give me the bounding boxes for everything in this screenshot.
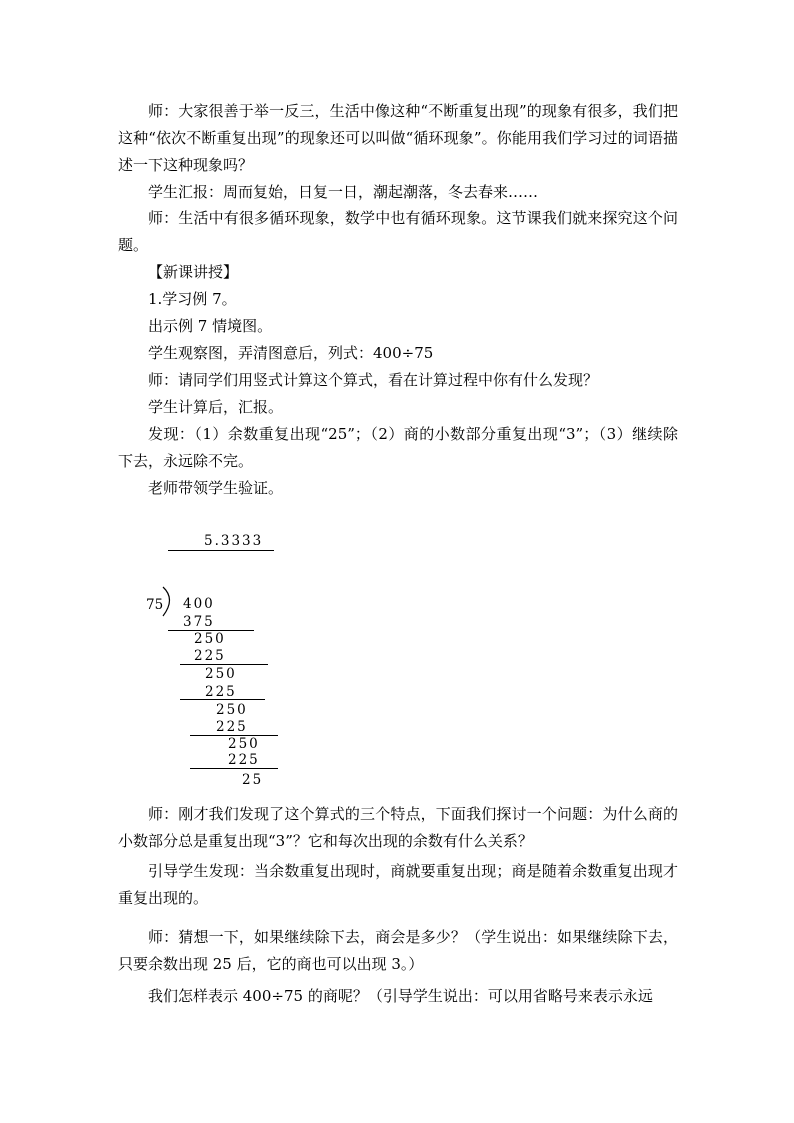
division-step-line-1	[168, 630, 254, 631]
division-dividend: 400	[183, 596, 215, 612]
paragraph-teacher-intro: 师：大家很善于举一反三，生活中像这种“不断重复出现”的现象有很多，我们把这种“依次不断重复出现”的现象还可以叫做“循环现象”。你能用我们学习过的词语描述一下这种现象吗？	[118, 102, 678, 174]
paragraph-student-report: 学生汇报：周而复始，日复一日，潮起潮落，冬去春来……	[148, 183, 539, 201]
division-step-line-4	[190, 735, 278, 736]
division-step-1: 375	[183, 614, 215, 630]
division-bar	[168, 550, 274, 551]
paragraph-student-calc: 学生计算后，汇报。	[148, 398, 284, 416]
division-step-line-5	[190, 768, 278, 769]
division-remainder: 25	[242, 772, 264, 788]
paragraph-guide-discover: 引导学生发现：当余数重复出现时，商就要重复出现；商是随着余数重复出现才重复出现的。	[118, 862, 678, 907]
paragraph-findings: 发现：（1）余数重复出现“25”；（2）商的小数部分重复出现“3”；（3）继续除下去，永远除不完。	[118, 425, 678, 470]
division-step-line-3	[180, 699, 265, 700]
paragraph-vertical-calc: 师：请同学们用竖式计算这个算式，看在计算过程中你有什么发现？	[148, 371, 599, 389]
paragraph-formula: 学生观察图，弄清图意后，列式：400÷75	[148, 344, 434, 362]
division-step-2: 250	[194, 631, 226, 647]
paragraph-how-represent: 我们怎样表示 400÷75 的商呢？（引导学生说出：可以用省略号来表示永远	[148, 987, 653, 1005]
paragraph-teacher-cycle: 师：生活中有很多循环现象，数学中也有循环现象。这节课我们就来探究这个问题。	[118, 209, 678, 254]
division-step-line-2	[180, 664, 268, 665]
paragraph-verify: 老师带领学生验证。	[148, 479, 284, 497]
division-step-8: 250	[228, 736, 260, 752]
division-quotient: 5.3333	[204, 533, 264, 549]
section-heading-new-lesson: 【新课讲授】	[148, 263, 239, 281]
division-step-5: 225	[205, 684, 237, 700]
division-step-6: 250	[216, 702, 248, 718]
paragraph-guess: 师：猜想一下，如果继续除下去，商会是多少？（学生说出：如果继续除下去，只要余数出现 25 后，它的商也可以出现 3。）	[118, 928, 678, 973]
division-divisor: 75	[146, 597, 164, 613]
paragraph-example-7: 1.学习例 7。	[148, 290, 237, 308]
paragraph-three-features: 师：刚才我们发现了这个算式的三个特点，下面我们探讨一个问题：为什么商的小数部分总是重复出现“3”？它和每次出现的余数有什么关系？	[118, 805, 678, 850]
division-step-7: 225	[216, 719, 248, 735]
division-step-3: 225	[194, 648, 226, 664]
paragraph-show-picture: 出示例 7 情境图。	[148, 317, 273, 335]
division-step-4: 250	[205, 666, 237, 682]
division-step-9: 225	[228, 752, 260, 768]
